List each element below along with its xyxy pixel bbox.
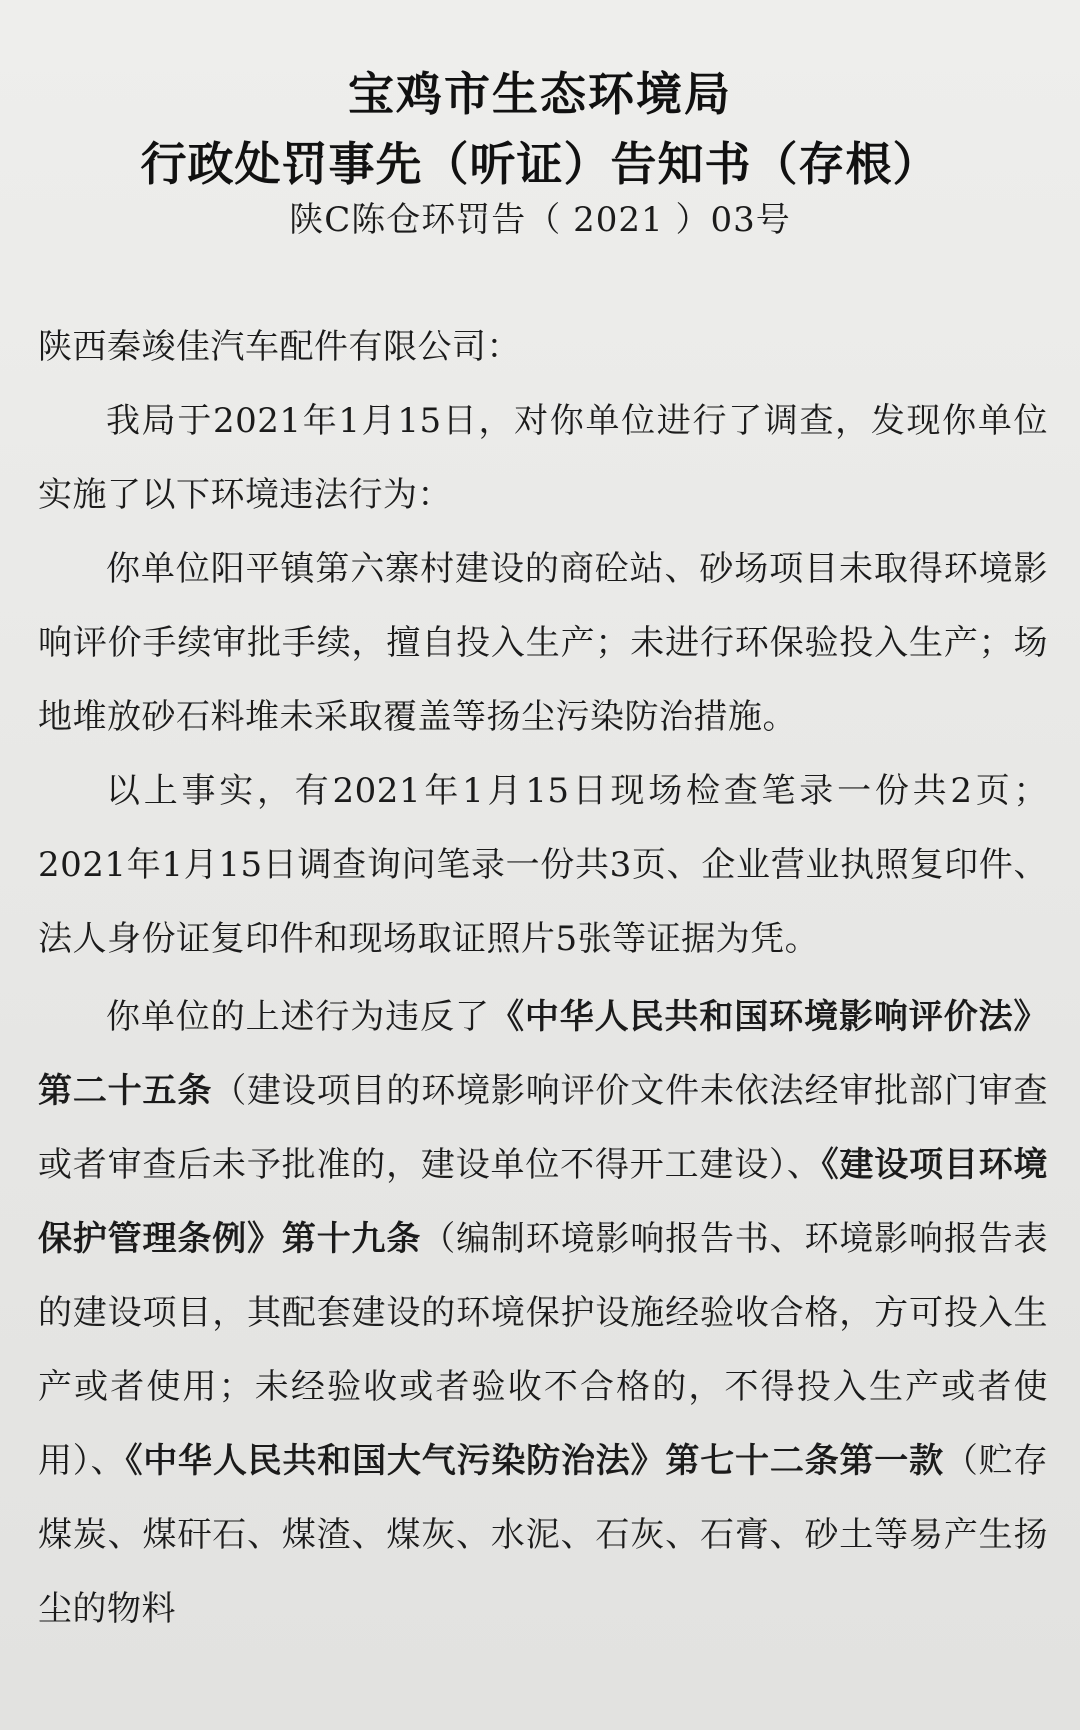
evidence-paragraph: 以上事实，有2021年1月15日现场检查笔录一份共2页；2021年1月15日调查询问笔录一份共3页、企业营业执照复印件、法人身份证复印件和现场取证照片5张等证据为凭。 [38,771,1048,959]
law-text-regulation: （编制环境影响报告书、环境影响报告表的建设项目，其配套建设的环境保护设施经验收合格，方可投入生产或者使用；未经验收或者验收不合格的，不得投入生产或者使用）、 [38,1219,1049,1481]
notice-title: 行政处罚事先（听证）告知书（存根） [140,137,940,191]
agency-title: 宝鸡市生态环境局 [348,67,732,121]
legal-basis-intro: 你单位的上述行为违反了 [106,997,490,1037]
law-text-eia: （建设项目的环境影响评价文件未依法经审批部门审查或者审查后未予批准的，建设单位不得开工建设）、 [38,1071,1049,1185]
law-citation-air: 《中华人民共和国大气污染防治法》第七十二条第一款 [125,1441,944,1481]
document-number: 陕C陈仓环罚告（ 2021 ）03号 [289,200,791,240]
addressee: 陕西秦竣佳汽车配件有限公司： [38,327,521,367]
legal-basis-paragraph [38,980,1048,1646]
investigation-paragraph: 我局于2021年1月15日，对你单位进行了调查，发现你单位实施了以下环境违法行为： [38,401,1048,515]
violation-paragraph: 你单位阳平镇第六寨村建设的商砼站、砂场项目未取得环境影响评价手续审批手续，擅自投入生产；未进行环保验投入生产；场地堆放砂石料堆未采取覆盖等扬尘污染防治措施。 [38,549,1048,737]
notice-body [38,310,1048,1646]
law-citation-regulation: 《建设项目环境保护管理条例》第十九条 [38,1145,1049,1259]
law-text-air: （贮存煤炭、煤矸石、煤渣、煤灰、水泥、石灰、石膏、砂土等易产生扬尘的物料 [38,1441,1049,1629]
law-citation-eia: 《中华人民共和国环境影响评价法》第二十五条 [38,997,1049,1111]
